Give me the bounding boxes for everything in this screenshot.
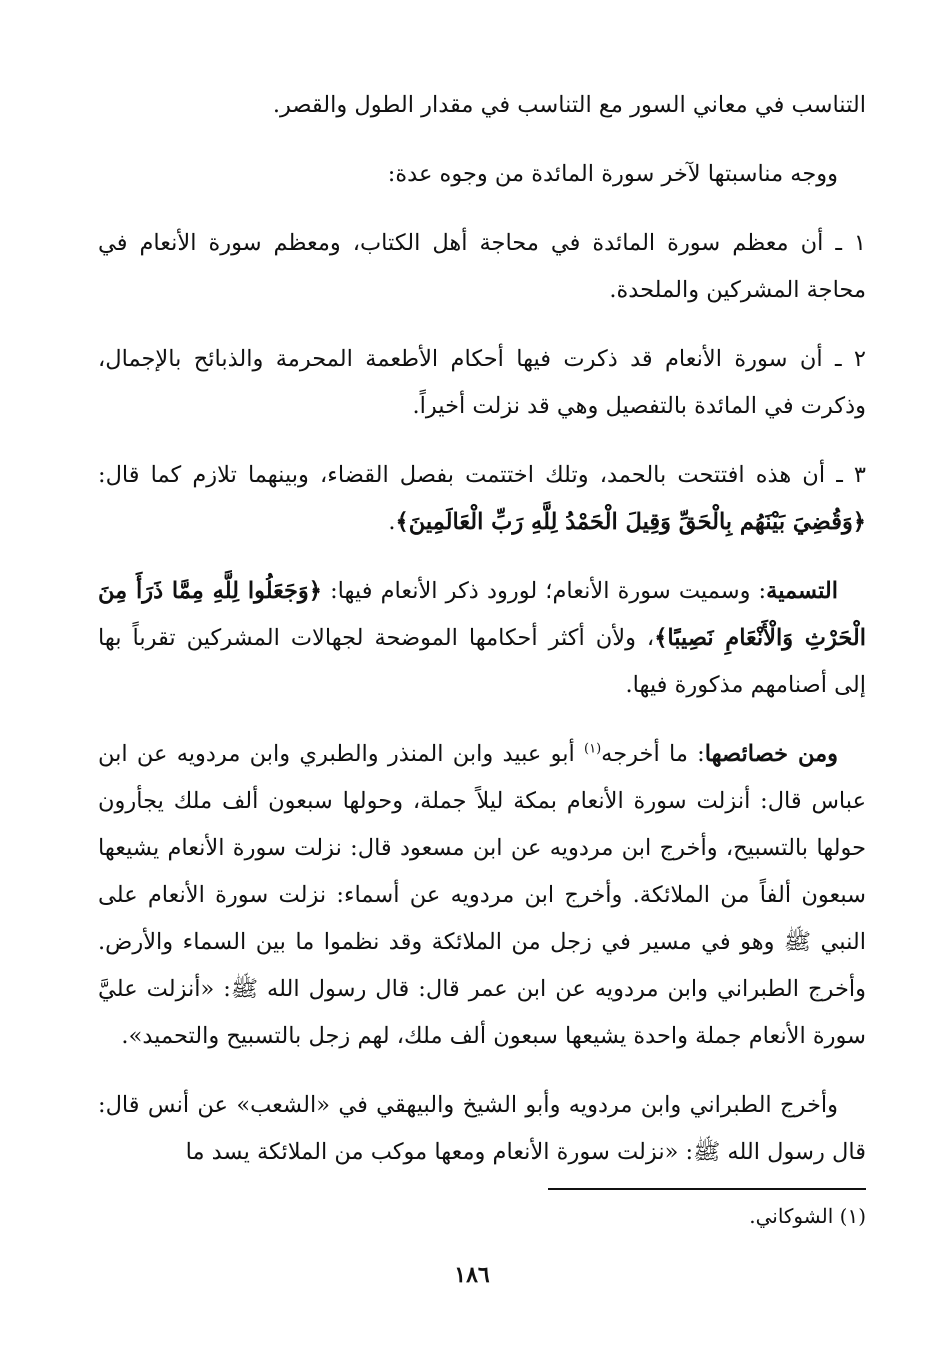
paragraph-8 bbox=[98, 1082, 866, 1176]
paragraph-2 bbox=[98, 151, 866, 198]
paragraph-3 bbox=[98, 220, 866, 314]
quran-verse: ﴿وَقُضِيَ بَيْنَهُم بِالْحَقِّ وَقِيلَ الْحَمْدُ لِلَّهِ رَبِّ الْعَالَمِينَ﴾ bbox=[395, 509, 866, 535]
footnote bbox=[98, 1200, 866, 1232]
paragraph-8-text: وأخرج الطبراني وابن مردويه وأبو الشيخ والبيهقي في «الشعب» عن أنس قال: قال رسول الله ﷺ: «نزلت سورة الأنعام ومعها موكب من الملائكة يسد ما bbox=[98, 1092, 866, 1165]
paragraph-3-text: ١ ـ أن معظم سورة المائدة في محاجة أهل الكتاب، ومعظم سورة الأنعام في محاجة المشركين والملحدة. bbox=[98, 230, 866, 303]
paragraph-7-text-b: أبو عبيد وابن المنذر والطبري وابن مردويه عن ابن عباس قال: أنزلت سورة الأنعام بمكة ليلاً جملة، وحولها سبعون ألف ملك يجأرون حولها بالتسبيح، وأخرج ابن مردويه عن ابن مسعود قال: نزلت سورة الأنعام يشيعها سبعون ألفاً من الملائكة. وأخرج ابن مردويه عن أسماء: نزلت سورة الأنعام على النبي ﷺ وهو في مسير في زجل من الملائكة وقد نظموا ما بين السماء والأرض. وأخرج الطبراني وابن مردويه عن ابن عمر قال: قال رسول الله ﷺ: «أنزلت عليَّ سورة الأنعام جملة واحدة يشيعها سبعون ألف ملك، لهم زجل بالتسبيح والتحميد». bbox=[98, 741, 866, 1049]
features-label: ومن خصائصها bbox=[704, 741, 838, 767]
footnote-text: الشوكاني. bbox=[749, 1204, 834, 1228]
paragraph-6 bbox=[98, 568, 866, 709]
paragraph-5-end: . bbox=[388, 509, 396, 535]
footnote-marker: (١) bbox=[839, 1204, 866, 1228]
paragraph-1 bbox=[98, 82, 866, 129]
paragraph-5 bbox=[98, 452, 866, 546]
paragraph-7 bbox=[98, 731, 866, 1060]
page-number: ١٨٦ bbox=[454, 1262, 490, 1288]
paragraph-4 bbox=[98, 336, 866, 430]
paragraph-1-text: التناسب في معاني السور مع التناسب في مقدار الطول والقصر. bbox=[272, 92, 866, 118]
main-text bbox=[98, 82, 866, 1198]
paragraph-5-text: ٣ ـ أن هذه افتتحت بالحمد، وتلك اختتمت بفصل القضاء، وبينهما تلازم كما قال: bbox=[98, 462, 866, 488]
footnote-reference[interactable]: (١) bbox=[584, 741, 602, 757]
naming-label: التسمية bbox=[766, 578, 838, 604]
quran-verse: ﴿وَجَعَلُوا لِلَّهِ مِمَّا ذَرَأَ مِنَ الْحَرْثِ وَالْأَنْعَامِ نَصِيبًا﴾ bbox=[98, 578, 867, 651]
paragraph-6-text-b: ، ولأن أكثر أحكامها الموضحة لجهالات المشركين تقرباً بها إلى أصنامهم مذكورة فيها. bbox=[98, 625, 866, 698]
paragraph-7-text-a: : ما أخرجه bbox=[601, 741, 705, 767]
footnote-divider bbox=[548, 1188, 866, 1190]
paragraph-2-text: ووجه مناسبتها لآخر سورة المائدة من وجوه عدة: bbox=[387, 161, 838, 187]
paragraph-4-text: ٢ ـ أن سورة الأنعام قد ذكرت فيها أحكام الأطعمة المحرمة والذبائح بالإجمال، وذكرت في المائدة بالتفصيل وهي قد نزلت أخيراً. bbox=[98, 346, 866, 419]
paragraph-6-text-a: : وسميت سورة الأنعام؛ لورود ذكر الأنعام فيها: bbox=[330, 578, 767, 604]
